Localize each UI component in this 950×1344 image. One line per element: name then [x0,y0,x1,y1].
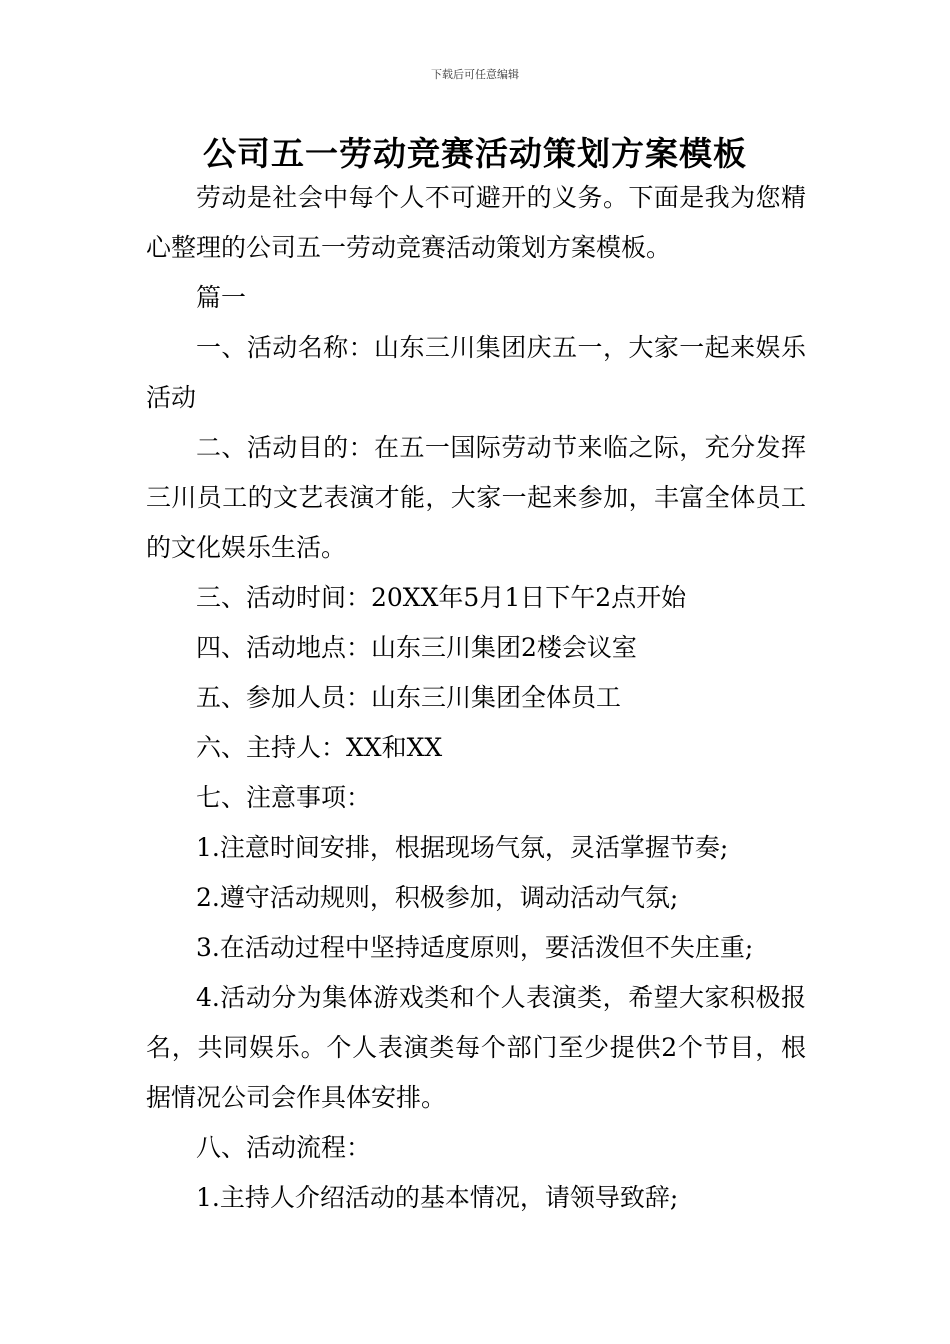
paragraph-process-1: 1.主持人介绍活动的基本情况，请领导致辞; [196,1183,679,1212]
paragraph-activity-name: 一、活动名称：山东三川集团庆五一，大家一起来娱乐活动 [146,333,806,412]
paragraph-note-4: 4.活动分为集体游戏类和个人表演类，希望大家积极报名，共同娱乐。个人表演类每个部门至少提供2个节目，根据情况公司会作具体安排。 [146,983,806,1112]
document-title: 公司五一劳动竞赛活动策划方案模板 [203,134,747,173]
paragraph-notes-heading: 七、注意事项： [196,783,372,812]
paragraph-section-label: 篇一 [196,283,247,312]
paragraph-activity-location: 四、活动地点：山东三川集团2楼会议室 [196,633,637,662]
header-note: 下载后可任意编辑 [431,68,519,81]
paragraph-process-heading: 八、活动流程： [196,1133,372,1162]
paragraph-intro: 劳动是社会中每个人不可避开的义务。下面是我为您精心整理的公司五一劳动竞赛活动策划方案模板。 [146,183,806,262]
paragraph-activity-time: 三、活动时间：20XX年5月1日下午2点开始 [196,583,687,612]
paragraph-note-2: 2.遵守活动规则，积极参加，调动活动气氛; [196,883,679,912]
document-body [146,173,806,1223]
paragraph-participants: 五、参加人员：山东三川集团全体员工 [196,683,622,712]
paragraph-hosts: 六、主持人：XX和XX [196,733,443,762]
paragraph-note-3: 3.在活动过程中坚持适度原则，要活泼但不失庄重; [196,933,754,962]
paragraph-note-1: 1.注意时间安排，根据现场气氛，灵活掌握节奏; [196,833,729,862]
paragraph-activity-purpose: 二、活动目的：在五一国际劳动节来临之际，充分发挥三川员工的文艺表演才能，大家一起来参加，丰富全体员工的文化娱乐生活。 [146,433,806,562]
